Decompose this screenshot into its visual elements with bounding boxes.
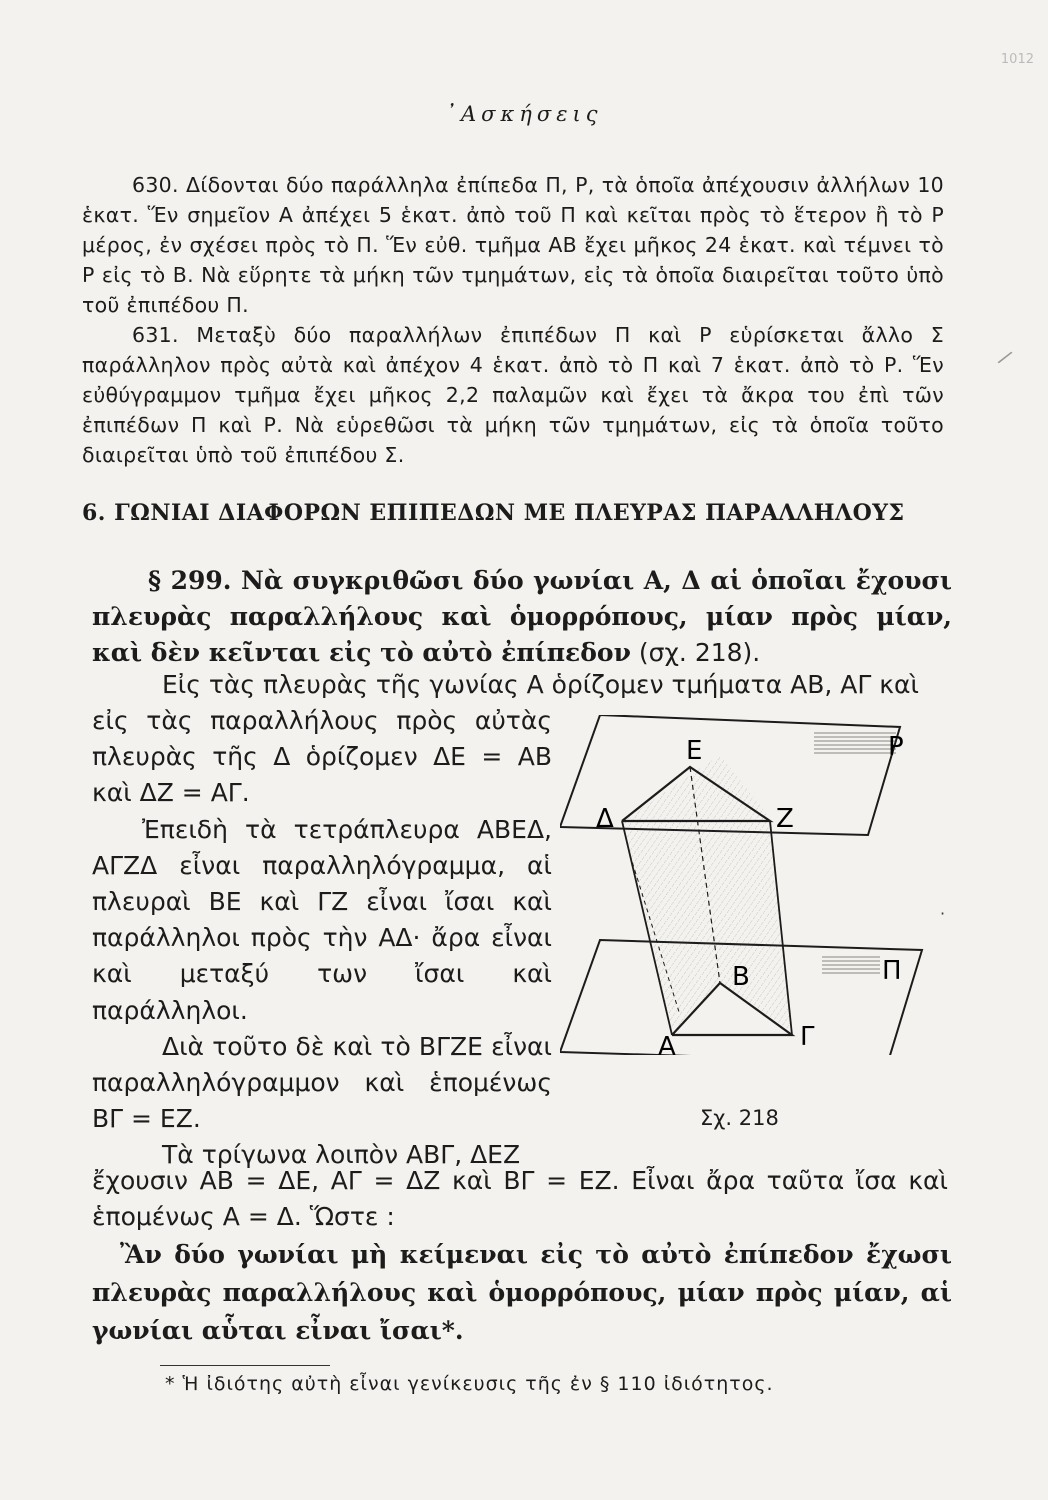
page-number: 1012: [1000, 52, 1034, 67]
proof-paragraph-3: Διὰ τοῦτο δὲ καὶ τὸ ΒΓΖΕ εἶναι παραλληλόγραμμον καὶ ἑπομένως ΒΓ = ΕΖ.: [92, 1031, 552, 1134]
plane-p-shading: [814, 731, 896, 755]
label-g: Γ: [800, 1022, 815, 1052]
proof-line-1: Εἰς τὰς πλευρὰς τῆς γωνίας Α ὁρίζομεν τμήματα ΑΒ, ΑΓ καὶ: [162, 670, 919, 699]
figure-218: [560, 715, 960, 1055]
margin-dot: ·: [940, 904, 946, 923]
figure-caption: Σχ. 218: [700, 1106, 779, 1130]
footnote: * Ἡ ἰδιότης αὐτὴ εἶναι γενίκευσις τῆς ἐν § 110 ἰδιότητος.: [165, 1373, 774, 1395]
label-d: Δ: [596, 804, 614, 834]
proof-paragraph-2: Ἐπειδὴ τὰ τετράπλευρα ΑΒΕΔ, ΑΓΖΔ εἶναι παραλληλόγραμμα, αἱ πλευραὶ ΒΕ καὶ ΓΖ εἶναι ἴσαι καὶ παράλληλοι πρὸς τὴν ΑΔ· ἄρα εἶναι καὶ μεταξύ των ἴσαι καὶ παράλληλοι.: [92, 814, 552, 1025]
label-p: Ρ: [888, 732, 904, 762]
plane-pi-shading: [822, 955, 880, 975]
label-z: Ζ: [776, 804, 794, 834]
label-b: Β: [732, 962, 750, 992]
label-e: Ε: [686, 736, 703, 766]
theorem-text: § 299. Νὰ συγκριθῶσι δύο γωνίαι Α, Δ αἱ ὁποῖαι ἔχουσι πλευρὰς παραλλήλους καὶ ὁμορρόπους, μίαν πρὸς μίαν, καὶ δὲν κεῖνται εἰς τὸ αὐτὸ ἐπίπεδον: [92, 566, 952, 667]
exercise-631: 631. Μεταξὺ δύο παραλλήλων ἐπιπέδων Π καὶ Ρ εὑρίσκεται ἄλλο Σ παράλληλον πρὸς αὐτὰ καὶ ἀπέχον 4 ἑκατ. ἀπὸ τὸ Π καὶ 7 ἑκατ. ἀπὸ τὸ Ρ. Ἕν εὐθύγραμμον τμῆμα ἔχει μῆκος 2,2 παλαμῶν καὶ ἔχει τὰ ἄκρα του ἐπὶ τῶν ἐπιπέδων Π καὶ Ρ. Νὰ εὑρεθῶσι τὰ μήκη τῶν τμημάτων, εἰς τὰ ὁποῖα τοῦτο διαιρεῖται ὑπὸ τοῦ ἐπιπέδου Σ.: [82, 323, 944, 467]
margin-mark-icon: /: [995, 345, 1016, 369]
figure-reference: (σχ. 218).: [630, 638, 761, 667]
theorem-statement: [92, 563, 952, 671]
chapter-heading: 6. ΓΩΝΙΑΙ ΔΙΑΦΟΡΩΝ ΕΠΙΠΕΔΩΝ ΜΕ ΠΛΕΥΡΑΣ ΠΑΡΑΛΛΗΛΟΥΣ: [82, 500, 905, 526]
theorem-conclusion: Ἂν δύο γωνίαι μὴ κείμεναι εἰς τὸ αὐτὸ ἐπίπεδον ἔχωσι πλευρὰς παραλλήλους καὶ ὁμορρόπους, μίαν πρὸς μίαν, αἱ γωνίαι αὗται εἶναι ἴσαι*.: [92, 1240, 952, 1345]
exercise-630: 630. Δίδονται δύο παράλληλα ἐπίπεδα Π, Ρ, τὰ ὁποῖα ἀπέχουσιν ἀλλήλων 10 ἑκατ. Ἕν σημεῖον Α ἀπέχει 5 ἑκατ. ἀπὸ τοῦ Π καὶ κεῖται πρὸς τὸ ἕτερον ἢ τὸ Ρ μέρος, ἐν σχέσει πρὸς τὸ Π. Ἕν εὐθ. τμῆμα ΑΒ ἔχει μῆκος 24 ἑκατ. καὶ τέμνει τὸ Ρ εἰς τὸ Β. Νὰ εὕρητε τὰ μήκη τῶν τμημάτων, εἰς τὰ ὁποῖα διαιρεῖται τοῦτο ὑπὸ τοῦ ἐπιπέδου Π.: [82, 173, 944, 317]
footnote-rule: [160, 1365, 330, 1366]
label-pi: Π: [882, 956, 902, 986]
proof-paragraph-4-rest: ἔχουσιν ΑΒ = ΔΕ, ΑΓ = ΔΖ καὶ ΒΓ = ΕΖ. Εἶναι ἄρα ταῦτα ἴσα καὶ ἑπομένως Α = Δ. Ὥστε :: [92, 1166, 948, 1231]
label-a: Α: [658, 1032, 676, 1055]
proof-paragraph-4-start: Τὰ τρίγωνα λοιπὸν ΑΒΓ, ΔΕΖ: [162, 1140, 521, 1170]
section-shading: [622, 755, 792, 1035]
proof-narrow-column: [92, 703, 552, 1174]
section-title: ᾿Ασκήσεις: [445, 102, 603, 126]
proof-paragraph-1: εἰς τὰς παραλλήλους πρὸς αὐτὰς πλευρὰς τῆς Δ ὁρίζομεν ΔΕ = ΑΒ καὶ ΔΖ = ΑΓ.: [92, 706, 552, 808]
